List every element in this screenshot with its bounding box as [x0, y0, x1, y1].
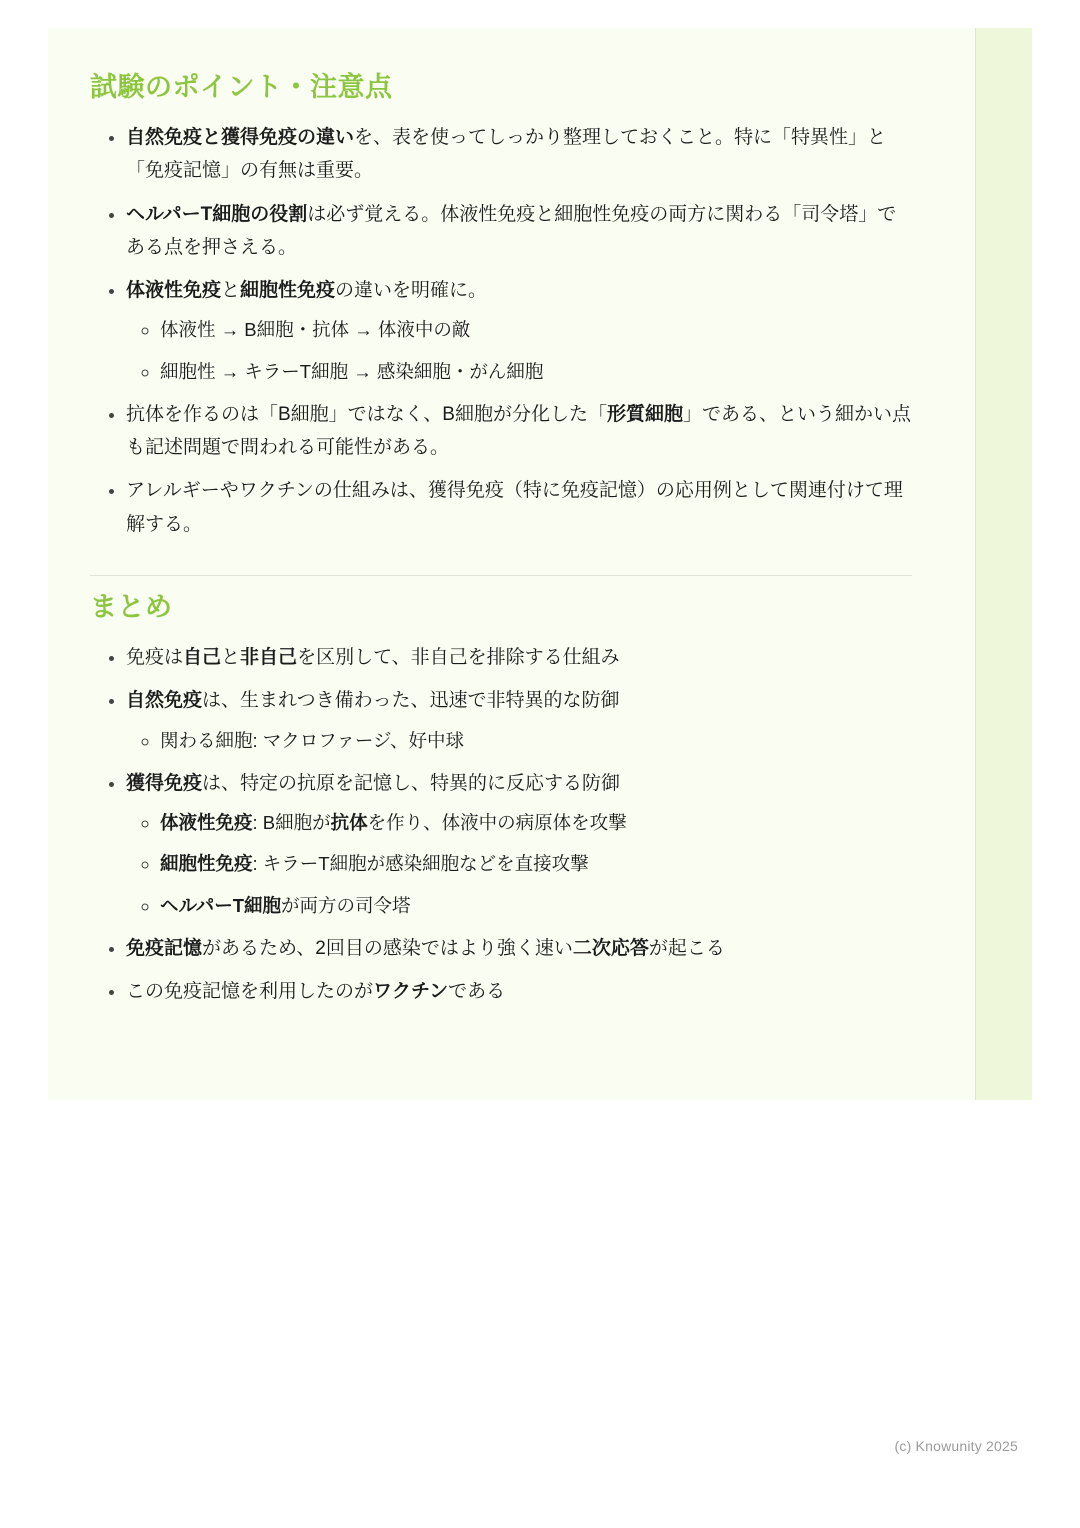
list-item [126, 274, 912, 388]
sub-list-item [160, 724, 912, 757]
sub-list-item [160, 806, 912, 839]
list-item-text: 自然免疫は、生まれつき備わった、迅速で非特異的な防御 [126, 690, 620, 712]
sub-list-item-text: 体液性 → B細胞・抗体 → 体液中の敵 [160, 319, 471, 341]
list-exam-points [90, 121, 912, 541]
list-item-text: 抗体を作るのは「B細胞」ではなく、B細胞が分化した「形質細胞」である、という細かい点も記述問題で問われる可能性がある。 [126, 403, 911, 459]
list-item [126, 198, 912, 265]
list-item-text: 免疫は自己と非自己を区別して、非自己を排除する仕組み [126, 647, 620, 669]
list-item-text: 獲得免疫は、特定の抗原を記憶し、特異的に反応する防御 [126, 772, 621, 794]
copyright-footer: (c) Knowunity 2025 [894, 1438, 1018, 1454]
sub-list-item [160, 889, 912, 922]
list-item-text: ヘルパーT細胞の役割は必ず覚える。体液性免疫と細胞性免疫の両方に関わる「司令塔」である点を押さえる。 [126, 203, 897, 258]
list-item-text: この免疫記憶を利用したのがワクチンである [126, 981, 506, 1003]
sub-list-item-text: 関わる細胞: マクロファージ、好中球 [160, 729, 465, 751]
section-divider [90, 575, 912, 576]
sub-list-item-text: 細胞性免疫: キラーT細胞が感染細胞などを直接攻撃 [160, 853, 589, 875]
list-item-text: アレルギーやワクチンの仕組みは、獲得免疫（特に免疫記憶）の応用例として関連付けて理解する。 [126, 480, 903, 535]
list-item [126, 398, 912, 465]
sub-list-item [160, 847, 912, 880]
list-item [126, 932, 912, 965]
section-title-exam-points: 試験のポイント・注意点 [90, 72, 393, 102]
sub-list [126, 313, 912, 388]
sub-list [126, 806, 912, 922]
sub-list [126, 724, 912, 757]
list-item-text: 免疫記憶があるため、2回目の感染ではより強く速い二次応答が起こる [126, 937, 725, 959]
list-item-text: 自然免疫と獲得免疫の違いを、表を使ってしっかり整理しておくこと。特に「特異性」と「免疫記憶」の有無は重要。 [126, 127, 887, 182]
note-content [48, 28, 1032, 1038]
sub-list-item-text: 体液性免疫: B細胞が抗体を作り、体液中の病原体を攻撃 [160, 812, 627, 834]
sub-list-item [160, 355, 912, 388]
note-sheet [48, 28, 1032, 1100]
list-item [126, 767, 912, 922]
list-item [126, 641, 912, 674]
list-item [126, 474, 912, 541]
section-title-summary: まとめ [90, 591, 173, 622]
list-item [126, 684, 912, 757]
sub-list-item [160, 313, 912, 346]
list-summary [90, 641, 912, 1008]
list-item-text: 体液性免疫と細胞性免疫の違いを明確に。 [126, 280, 488, 302]
sub-list-item-text: 細胞性 → キラーT細胞 → 感染細胞・がん細胞 [160, 360, 544, 382]
list-item [126, 121, 912, 188]
list-item [126, 975, 912, 1008]
sub-list-item-text: ヘルパーT細胞が両方の司令塔 [160, 894, 411, 916]
